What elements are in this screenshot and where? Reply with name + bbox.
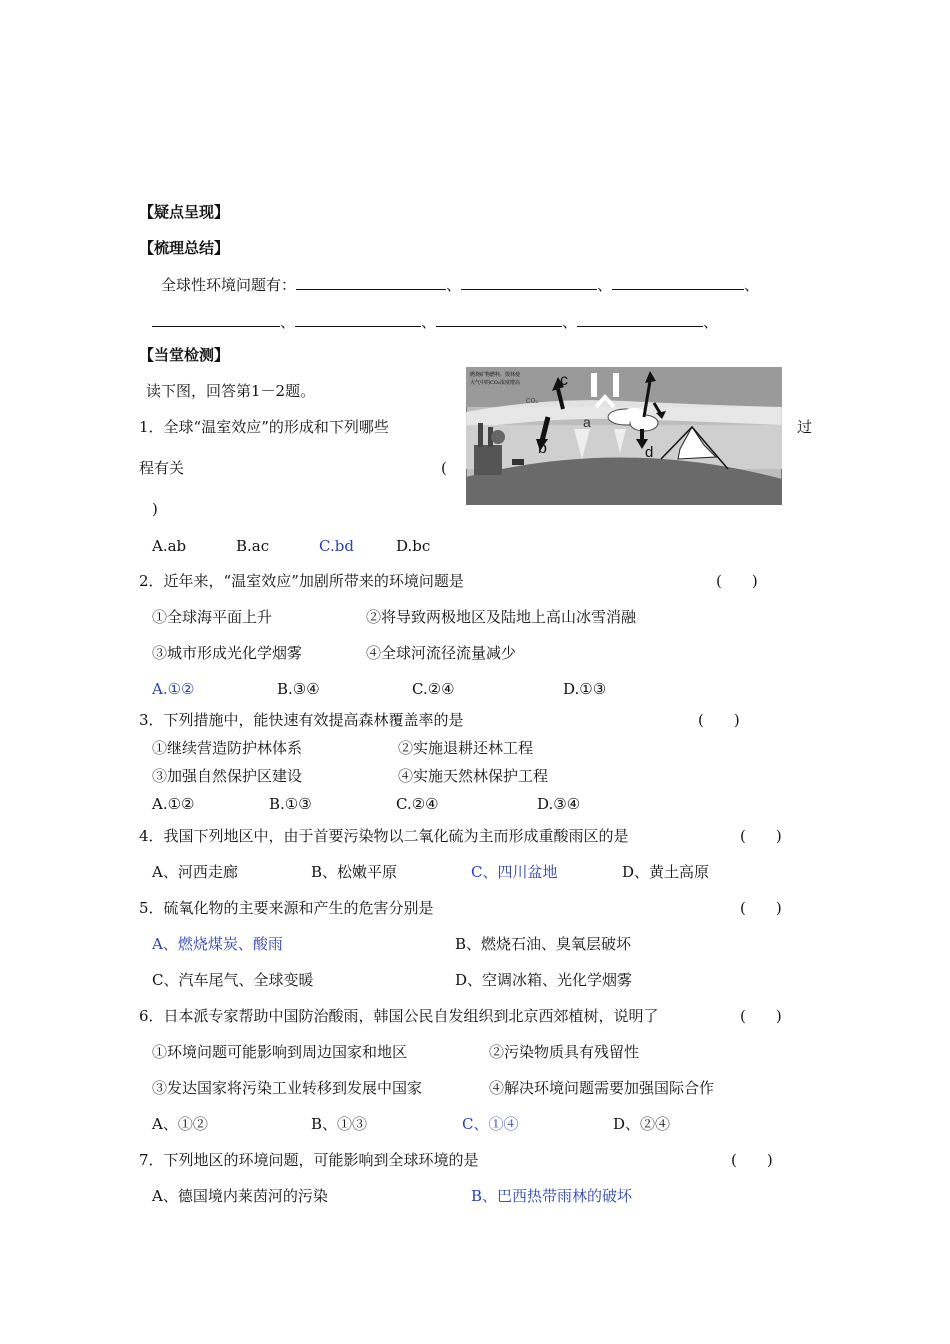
q6-paren: ( ) [740, 1007, 782, 1025]
q1-text: 1．全球“温室效应”的形成和下列哪些 [139, 418, 389, 436]
answer-blank[interactable] [461, 275, 597, 290]
q7-option-b[interactable]: B、巴西热带雨林的破坏 [471, 1187, 633, 1205]
q1-paren-right: ) [152, 500, 158, 518]
q1-text-tail: 过 [797, 418, 813, 436]
q1-option-a[interactable]: A.ab [152, 537, 187, 555]
q2-item-2: ②将导致两极地区及陆地上高山冰雪消融 [366, 608, 637, 626]
q6-option-c[interactable]: C、①④ [462, 1115, 519, 1133]
q3-item-2: ②实施退耕还林工程 [398, 739, 534, 757]
q3-text: 3．下列措施中，能快速有效提高森林覆盖率的是 [139, 711, 464, 729]
q7-option-a[interactable]: A、德国境内莱茵河的污染 [152, 1187, 328, 1205]
greenhouse-diagram [466, 367, 782, 505]
q4-option-b[interactable]: B、松嫩平原 [311, 863, 398, 881]
q2-paren: ( ) [716, 572, 758, 590]
q1-paren-left: ( [441, 459, 447, 477]
q7-text: 7．下列地区的环境问题，可能影响到全球环境的是 [139, 1151, 479, 1169]
answer-blank[interactable] [612, 275, 744, 290]
q3-option-c[interactable]: C.②④ [396, 795, 439, 813]
q1-option-c[interactable]: C.bd [319, 537, 354, 555]
separator: 、 [446, 276, 462, 294]
heading-check: 【当堂检测】 [139, 346, 230, 364]
answer-blank[interactable] [295, 312, 421, 327]
q3-option-a[interactable]: A.①② [152, 795, 195, 813]
answer-blank[interactable] [296, 275, 446, 290]
q6-item-2: ②污染物质具有残留性 [489, 1043, 640, 1061]
label-b: b [538, 440, 547, 457]
label-d: d [645, 444, 654, 461]
q6-option-d[interactable]: D、②④ [613, 1115, 671, 1133]
q4-text: 4．我国下列地区中，由于首要污染物以二氧化硫为主而形成重酸雨区的是 [139, 827, 629, 845]
q3-item-3: ③加强自然保护区建设 [152, 767, 303, 785]
q4-option-a[interactable]: A、河西走廊 [152, 863, 238, 881]
label-a: a [583, 414, 591, 430]
q6-item-4: ④解决环境问题需要加强国际合作 [489, 1079, 715, 1097]
summary-line-2 [152, 312, 718, 332]
label-c: c [560, 372, 568, 389]
answer-blank[interactable] [152, 312, 280, 327]
q4-paren: ( ) [740, 827, 782, 845]
q4-option-c[interactable]: C、四川盆地 [471, 863, 558, 881]
q2-text: 2．近年来，“温室效应”加剧所带来的环境问题是 [139, 572, 464, 590]
answer-blank[interactable] [436, 312, 562, 327]
q3-item-4: ④实施天然林保护工程 [398, 767, 549, 785]
q3-option-b[interactable]: B.①③ [269, 795, 312, 813]
q2-item-1: ①全球海平面上升 [152, 608, 273, 626]
q2-option-d[interactable]: D.①③ [563, 680, 607, 698]
summary-line-1 [161, 275, 759, 295]
q5-option-a[interactable]: A、燃烧煤炭、酸雨 [152, 935, 283, 953]
separator: 、 [597, 276, 613, 294]
q2-option-c[interactable]: C.②④ [412, 680, 455, 698]
separator: 、 [421, 313, 437, 331]
figure-caption: 大气中的CO₂浓度增高 [470, 380, 520, 386]
separator: 、 [280, 313, 296, 331]
separator: 、 [744, 276, 760, 294]
q6-option-a[interactable]: A、①② [152, 1115, 208, 1133]
q7-paren: ( ) [731, 1151, 773, 1169]
q6-option-b[interactable]: B、①③ [311, 1115, 368, 1133]
q4-option-d[interactable]: D、黄土高原 [622, 863, 710, 881]
q6-item-1: ①环境问题可能影响到周边国家和地区 [152, 1043, 408, 1061]
q6-item-3: ③发达国家将污染工业转移到发展中国家 [152, 1079, 423, 1097]
q1-option-d[interactable]: D.bc [396, 537, 431, 555]
heading-summary: 【梳理总结】 [139, 239, 230, 257]
q5-text: 5．硫氧化物的主要来源和产生的危害分别是 [139, 899, 434, 917]
q5-option-b[interactable]: B、燃烧石油、臭氧层破坏 [455, 935, 632, 953]
q3-item-1: ①继续营造防护林体系 [152, 739, 303, 757]
q6-text: 6．日本派专家帮助中国防治酸雨，韩国公民自发组织到北京西郊植树，说明了 [139, 1007, 659, 1025]
q3-paren: ( ) [698, 711, 740, 729]
figure-caption: 燃烧矿物燃料、毁林使 [470, 372, 521, 378]
separator: 、 [562, 313, 578, 331]
intro-text: 读下图，回答第1－2题。 [146, 382, 316, 400]
answer-blank[interactable] [577, 312, 703, 327]
q5-paren: ( ) [740, 899, 782, 917]
q2-option-b[interactable]: B.③④ [277, 680, 320, 698]
q2-option-a[interactable]: A.①② [152, 680, 195, 698]
q2-item-3: ③城市形成光化学烟雾 [152, 644, 303, 662]
q1-option-b[interactable]: B.ac [236, 537, 270, 555]
q5-option-c[interactable]: C、汽车尾气、全球变暖 [152, 971, 314, 989]
q3-option-d[interactable]: D.③④ [537, 795, 581, 813]
heading-doubt: 【疑点呈现】 [139, 203, 230, 221]
co2-label: CO₂ [526, 398, 538, 405]
summary-text: 全球性环境问题有： [161, 276, 297, 294]
q5-option-d[interactable]: D、空调冰箱、光化学烟雾 [455, 971, 633, 989]
q1-text-cont: 程有关 [139, 459, 185, 477]
separator: 、 [703, 313, 719, 331]
q2-item-4: ④全球河流径流量减少 [366, 644, 517, 662]
